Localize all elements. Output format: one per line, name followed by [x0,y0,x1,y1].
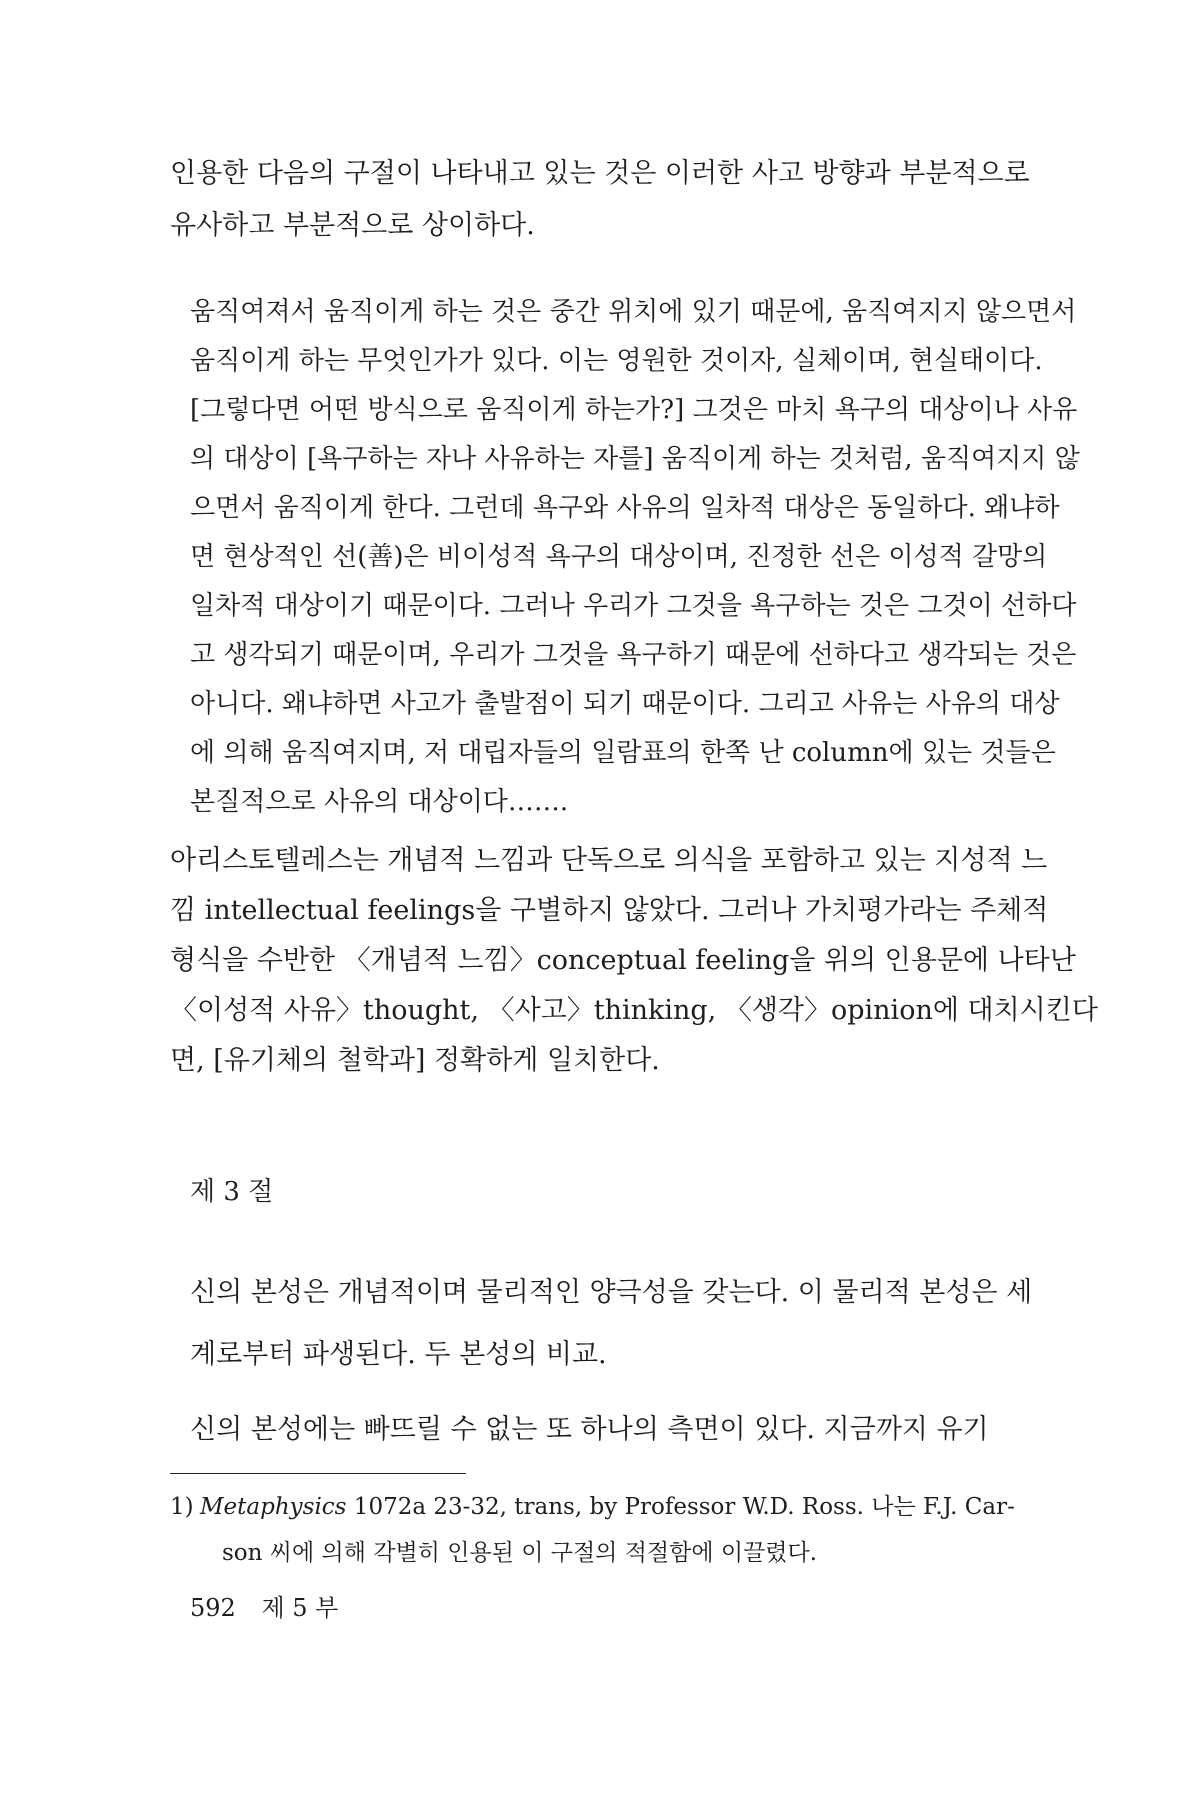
text-line: 면, [유기체의 철학과] 정확하게 일치한다. [170,1045,660,1076]
footnote-divider [170,1473,466,1474]
text-line: 형식을 수반한 〈개념적 느낌〉conceptual feeling을 위의 인용문에 나타난 [170,945,1076,976]
quote-line: 으면서 움직이게 한다. 그런데 욕구와 사유의 일차적 대상은 동일하다. 왜냐하 [190,493,1060,523]
block-quote [190,288,1080,827]
text-line: 신의 본성은 개념적이며 물리적인 양극성을 갖는다. 이 물리적 본성은 세 [190,1277,1033,1308]
footnote-line [170,1484,1076,1530]
quote-line: [그렇다면 어떤 방식으로 움직이게 하는가?] 그것은 마치 욕구의 대상이나 사유 [190,395,1078,425]
quote-line: 움직이게 하는 무엇인가가 있다. 이는 영원한 것이자, 실체이며, 현실태이다. [190,346,1043,376]
section-summary-paragraph [190,1262,1076,1386]
text-line: 유사하고 부분적으로 상이하다. [170,210,535,241]
footnote-citation: 1072a 23-32, trans, by Professor W.D. Ross. 나는 F.J. Car- [346,1494,1015,1520]
section-heading: 제 3 절 [190,1177,274,1207]
text-line: 아리스토텔레스는 개념적 느낌과 단독으로 의식을 포함하고 있는 지성적 느 [170,845,1048,876]
quote-line: 일차적 대상이기 때문이다. 그러나 우리가 그것을 욕구하는 것은 그것이 선하다 [190,591,1077,621]
page-footer [190,1590,356,1626]
quote-line: 아니다. 왜냐하면 사고가 출발점이 되기 때문이다. 그리고 사유는 사유의 대상 [190,689,1060,719]
quote-line: 에 의해 움직여지며, 저 대립자들의 일람표의 한쪽 난 column에 있는 것들은 [190,738,1056,768]
quote-line: 움직여져서 움직이게 하는 것은 중간 위치에 있기 때문에, 움직여지지 않으면서 [190,297,1077,327]
footnote-work-title: Metaphysics [200,1494,347,1520]
text-line: 〈이성적 사유〉thought, 〈사고〉thinking, 〈생각〉opinion에 대치시킨다 [170,995,1098,1026]
quote-line: 본질적으로 사유의 대상이다……. [190,787,569,817]
footnote [170,1484,1076,1576]
aristotle-paragraph [170,836,1098,1086]
footnote-line: son 씨에 의해 각별히 인용된 이 구절의 적절함에 이끌렸다. [222,1540,818,1566]
text-line: 낌 intellectual feelings을 구별하지 않았다. 그러나 가치평가라는 주체적 [170,895,1049,926]
text-line: 신의 본성에는 빠뜨릴 수 없는 또 하나의 측면이 있다. 지금까지 유기 [190,1414,989,1445]
part-label: 제 5 부 [261,1594,339,1622]
god-nature-paragraph [190,1405,1076,1455]
text-line: 인용한 다음의 구절이 나타내고 있는 것은 이러한 사고 방향과 부분적으로 [170,158,1030,189]
text-line: 계로부터 파생된다. 두 본성의 비교. [190,1339,607,1370]
intro-paragraph [170,148,1076,252]
page-number: 592 [190,1594,236,1622]
quote-line: 의 대상이 [욕구하는 자나 사유하는 자를] 움직이게 하는 것처럼, 움직여지지 않 [190,444,1080,474]
footnote-number: 1) [170,1494,194,1520]
quote-line: 면 현상적인 선(善)은 비이성적 욕구의 대상이며, 진정한 선은 이성적 갈망의 [190,542,1048,572]
quote-line: 고 생각되기 때문이며, 우리가 그것을 욕구하기 때문에 선하다고 생각되는 것은 [190,640,1077,670]
